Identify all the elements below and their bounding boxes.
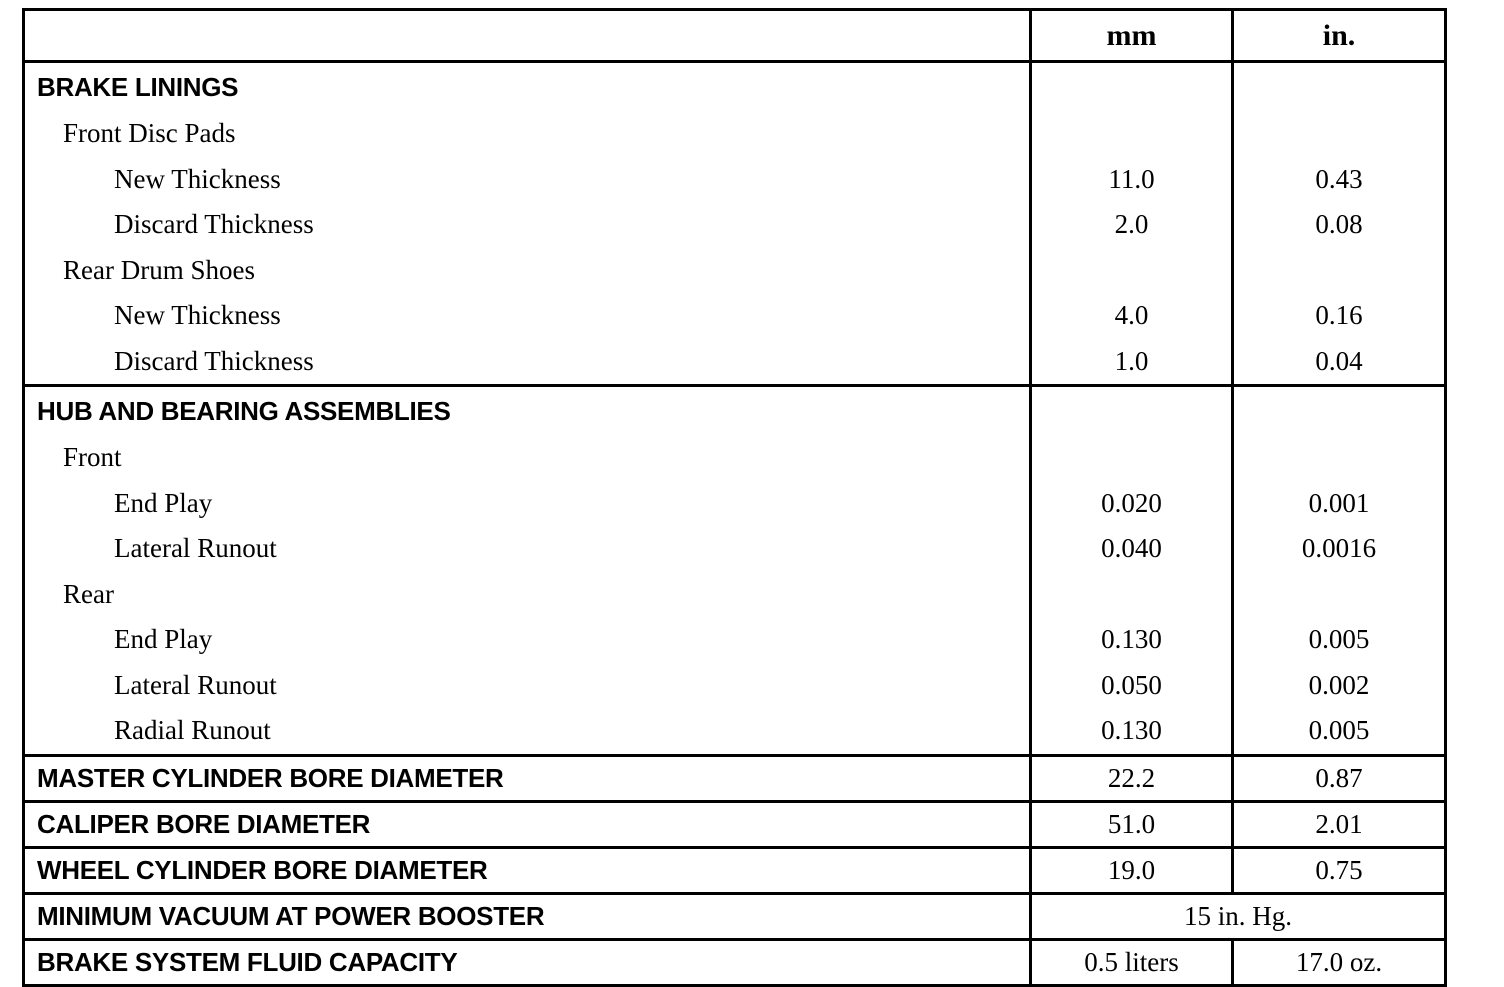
table-row bbox=[24, 157, 1446, 203]
subsection-rear: Rear bbox=[24, 572, 1031, 618]
table-row bbox=[24, 526, 1446, 572]
row-label: Radial Runout bbox=[24, 708, 1031, 755]
value-in: 17.0 oz. bbox=[1295, 946, 1383, 977]
value-in: 0.43 bbox=[1315, 163, 1363, 194]
table-row bbox=[24, 62, 1446, 112]
table-row bbox=[24, 435, 1446, 481]
table-row bbox=[24, 708, 1446, 755]
value-mm: 51.0 bbox=[1031, 801, 1233, 847]
value-mm: 4.0 bbox=[1031, 293, 1233, 339]
value-in: 0.001 bbox=[1308, 487, 1370, 518]
value-mm: 0.050 bbox=[1031, 663, 1233, 709]
row-label: Lateral Runout bbox=[24, 663, 1031, 709]
value-in: 0.005 bbox=[1233, 708, 1446, 755]
table-row bbox=[24, 572, 1446, 618]
value-mm: 11.0 bbox=[1031, 157, 1233, 203]
row-label: Discard Thickness bbox=[24, 202, 1031, 248]
value-mm: 0.040 bbox=[1031, 526, 1233, 572]
value-mm: 0.020 bbox=[1031, 481, 1233, 527]
subsection-front-disc-pads: Front Disc Pads bbox=[24, 111, 1031, 157]
header-blank-cell bbox=[24, 10, 1031, 62]
brake-specifications-table bbox=[22, 8, 1447, 987]
table-row bbox=[24, 801, 1446, 847]
value-mm: 0.130 bbox=[1031, 617, 1233, 663]
table-row bbox=[24, 755, 1446, 801]
value-mm: 2.0 bbox=[1031, 202, 1233, 248]
table-row bbox=[24, 248, 1446, 294]
header-in: in. bbox=[1233, 10, 1446, 62]
wheel-cylinder-label: WHEEL CYLINDER BORE DIAMETER bbox=[24, 847, 1031, 893]
row-label: New Thickness bbox=[24, 293, 1031, 339]
value-in: 0.87 bbox=[1233, 755, 1446, 801]
subsection-rear-drum-shoes: Rear Drum Shoes bbox=[24, 248, 1031, 294]
value-mm: 1.0 bbox=[1031, 339, 1233, 386]
table-row bbox=[24, 663, 1446, 709]
vacuum-value: 15 in. Hg. bbox=[1031, 893, 1446, 939]
master-cylinder-label: MASTER CYLINDER BORE DIAMETER bbox=[24, 755, 1031, 801]
table-row bbox=[24, 111, 1446, 157]
value-in: 0.04 bbox=[1233, 339, 1446, 386]
subsection-front: Front bbox=[24, 435, 1031, 481]
value-in: 0.0016 bbox=[1301, 533, 1377, 564]
value-mm: 19.0 bbox=[1031, 847, 1233, 893]
value-in: 0.002 bbox=[1308, 669, 1370, 700]
value-in: 0.08 bbox=[1315, 209, 1363, 240]
value-in: 0.005 bbox=[1308, 624, 1370, 655]
value-mm: 0.5 liters bbox=[1031, 939, 1233, 985]
vacuum-label: MINIMUM VACUUM AT POWER BOOSTER bbox=[24, 893, 1031, 939]
row-label: Discard Thickness bbox=[24, 339, 1031, 386]
value-in: 0.16 bbox=[1315, 300, 1363, 331]
row-label: End Play bbox=[24, 481, 1031, 527]
value-mm: 0.130 bbox=[1031, 708, 1233, 755]
table-row bbox=[24, 202, 1446, 248]
table-row bbox=[24, 386, 1446, 436]
table-row bbox=[24, 617, 1446, 663]
table-row bbox=[24, 481, 1446, 527]
value-mm: 22.2 bbox=[1031, 755, 1233, 801]
table-row bbox=[24, 339, 1446, 386]
section-title-hub-bearing: HUB AND BEARING ASSEMBLIES bbox=[24, 386, 1031, 436]
section-title-brake-linings: BRAKE LININGS bbox=[24, 62, 1031, 112]
header-row bbox=[24, 10, 1446, 62]
row-label: End Play bbox=[24, 617, 1031, 663]
header-mm: mm bbox=[1031, 10, 1233, 62]
table-row bbox=[24, 893, 1446, 939]
caliper-label: CALIPER BORE DIAMETER bbox=[24, 801, 1031, 847]
value-in: 2.01 bbox=[1233, 801, 1446, 847]
value-in: 0.75 bbox=[1233, 847, 1446, 893]
table-row bbox=[24, 847, 1446, 893]
row-label: New Thickness bbox=[24, 157, 1031, 203]
fluid-capacity-label: BRAKE SYSTEM FLUID CAPACITY bbox=[24, 939, 1031, 985]
table-row bbox=[24, 939, 1446, 985]
table-row bbox=[24, 293, 1446, 339]
row-label: Lateral Runout bbox=[24, 526, 1031, 572]
